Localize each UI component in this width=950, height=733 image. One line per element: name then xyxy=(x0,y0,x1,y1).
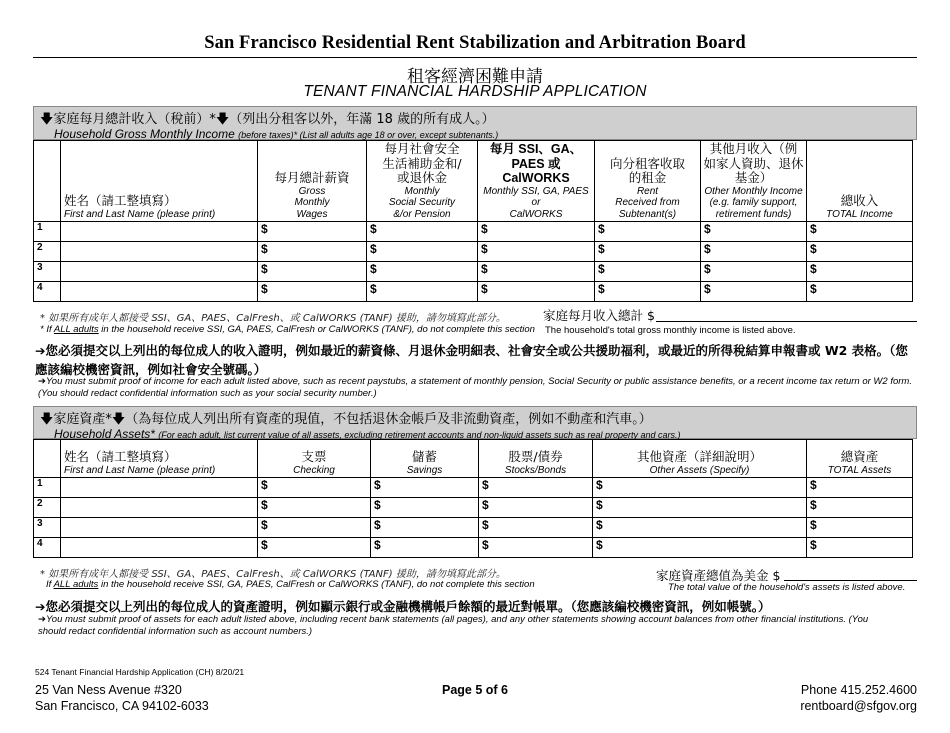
dollar-sign: $ xyxy=(374,518,381,532)
col-wages-header: 每月總計薪資 Gross Monthly Wages xyxy=(258,141,367,222)
dollar-sign: $ xyxy=(370,262,377,276)
table-row xyxy=(34,498,913,518)
income-total-label: 家庭每月收入總計 $ xyxy=(543,308,655,323)
dollar-sign: $ xyxy=(810,282,817,296)
table-row xyxy=(34,518,913,538)
amount-field[interactable] xyxy=(595,282,701,302)
table-row xyxy=(34,242,913,262)
dollar-sign: $ xyxy=(704,222,711,236)
address-line-1: 25 Van Ness Avenue #320 xyxy=(35,683,182,697)
row-number: 1 xyxy=(34,478,61,498)
amount-field[interactable] xyxy=(595,222,701,242)
amount-field[interactable] xyxy=(595,262,701,282)
income-exemption-note-en: * If ALL adults in the household receive SSI, GA, PAES, CalFresh or CalWORKS (TANF), do not complete this section xyxy=(40,324,535,335)
amount-field[interactable] xyxy=(478,282,595,302)
assets-table xyxy=(33,439,913,558)
dollar-sign: $ xyxy=(261,222,268,236)
dollar-sign: $ xyxy=(482,498,489,512)
assets-header-zh-note: （為每位成人列出所有資產的現值，不包括退休金帳戶及非流動資產，例如不動產和汽車。） xyxy=(125,412,652,427)
down-arrow-icon: 🡇 xyxy=(40,412,54,427)
name-field[interactable] xyxy=(61,478,258,498)
assets-section-header xyxy=(33,406,917,439)
income-total-field[interactable] xyxy=(656,321,917,322)
dollar-sign: $ xyxy=(261,242,268,256)
table-row xyxy=(34,222,913,242)
dollar-sign: $ xyxy=(810,518,817,532)
amount-field[interactable] xyxy=(593,478,807,498)
phone: Phone 415.252.4600 xyxy=(800,683,917,697)
dollar-sign: $ xyxy=(596,538,603,552)
dollar-sign: $ xyxy=(481,242,488,256)
amount-field[interactable] xyxy=(807,222,913,242)
col-savings-header: 儲蓄 Savings xyxy=(371,440,479,478)
row-number: 1 xyxy=(34,222,61,242)
amount-field[interactable] xyxy=(593,518,807,538)
col-checking-header: 支票 Checking xyxy=(258,440,371,478)
name-field[interactable] xyxy=(61,538,258,558)
row-number: 2 xyxy=(34,242,61,262)
amount-field[interactable] xyxy=(258,518,371,538)
dollar-sign: $ xyxy=(704,262,711,276)
name-field[interactable] xyxy=(61,282,258,302)
dollar-sign: $ xyxy=(482,518,489,532)
amount-field[interactable] xyxy=(807,242,913,262)
col-total-assets-header: 總資產 TOTAL Assets xyxy=(807,440,913,478)
row-number: 4 xyxy=(34,282,61,302)
amount-field[interactable] xyxy=(478,222,595,242)
dollar-sign: $ xyxy=(598,222,605,236)
dollar-sign: $ xyxy=(370,242,377,256)
amount-field[interactable] xyxy=(258,222,367,242)
dollar-sign: $ xyxy=(374,538,381,552)
amount-field[interactable] xyxy=(807,538,913,558)
dollar-sign: $ xyxy=(482,538,489,552)
col-total-income-header: 總收入 TOTAL Income xyxy=(807,141,913,222)
dollar-sign: $ xyxy=(374,478,381,492)
dollar-sign: $ xyxy=(810,242,817,256)
table-row xyxy=(34,478,913,498)
header-divider xyxy=(33,57,917,58)
dollar-sign: $ xyxy=(261,282,268,296)
dollar-sign: $ xyxy=(598,282,605,296)
col-other-assets-header: 其他資產（詳細說明） Other Assets (Specify) xyxy=(593,440,807,478)
dollar-sign: $ xyxy=(810,222,817,236)
dollar-sign: $ xyxy=(261,538,268,552)
assets-total-label: 家庭資產總值為美金 $ xyxy=(656,568,781,583)
amount-field[interactable] xyxy=(258,282,367,302)
amount-field[interactable] xyxy=(367,222,478,242)
income-header-row xyxy=(34,141,913,222)
amount-field[interactable] xyxy=(367,282,478,302)
amount-field[interactable] xyxy=(367,242,478,262)
col-social-security-header: 每月社會安全 生活補助金和/ 或退休金 Monthly Social Security &/or Pension xyxy=(367,141,478,222)
income-table xyxy=(33,140,913,302)
amount-field[interactable] xyxy=(371,478,479,498)
amount-field[interactable] xyxy=(367,262,478,282)
amount-field[interactable] xyxy=(701,242,807,262)
assets-total-field[interactable] xyxy=(784,580,917,581)
income-exemption-note-zh: * 如果所有成年人都接受 SSI、GA、PAES、CalFresh、或 CalWORKS (TANF) 援助，請勿填寫此部分。 xyxy=(40,313,506,324)
amount-field[interactable] xyxy=(807,518,913,538)
assets-proof-zh: ➔您必須提交以上列出的每位成人的資產證明，例如顯示銀行或金融機構帳戶餘額的最近對帳單。（您應該編校機密資訊，例如帳號。） xyxy=(35,599,771,614)
income-header-zh: 家庭每月總計收入（稅前）* xyxy=(53,112,216,127)
dollar-sign: $ xyxy=(261,262,268,276)
amount-field[interactable] xyxy=(701,262,807,282)
amount-field[interactable] xyxy=(807,282,913,302)
amount-field[interactable] xyxy=(479,518,593,538)
amount-field[interactable] xyxy=(478,262,595,282)
dollar-sign: $ xyxy=(482,478,489,492)
name-field[interactable] xyxy=(61,262,258,282)
amount-field[interactable] xyxy=(371,538,479,558)
dollar-sign: $ xyxy=(810,538,817,552)
amount-field[interactable] xyxy=(258,538,371,558)
amount-field[interactable] xyxy=(593,538,807,558)
row-number-header xyxy=(34,141,61,222)
dollar-sign: $ xyxy=(481,222,488,236)
dollar-sign: $ xyxy=(261,518,268,532)
col-stocks-header: 股票/債券 Stocks/Bonds xyxy=(479,440,593,478)
dollar-sign: $ xyxy=(370,282,377,296)
dollar-sign: $ xyxy=(596,478,603,492)
assets-header-zh: 家庭資產* xyxy=(53,412,112,427)
dollar-sign: $ xyxy=(598,242,605,256)
dollar-sign: $ xyxy=(810,498,817,512)
income-header-en: Household Gross Monthly Income xyxy=(54,127,235,141)
dollar-sign: $ xyxy=(596,498,603,512)
amount-field[interactable] xyxy=(701,282,807,302)
income-proof-zh: ➔您必須提交以上列出的每位成人的收入證明，例如最近的薪資條、月退休金明細表、社會安全或公共援助福利，或最近的所得稅結算申報書或 W2 表格。（您應該編校機密資訊，例如社會安全號碼。） xyxy=(35,343,908,378)
dollar-sign: $ xyxy=(596,518,603,532)
income-proof-en: ➔You must submit proof of income for each adult listed above, such as recent paystubs, a statement of monthly pension, Social Security or public assistance benefits, or a recent income tax return or W2 form. (You should redact confidential information such as your social security number.) xyxy=(38,376,912,400)
assets-proof-en: ➔You must submit proof of assets for each adult listed above, including recent bank statements (all pages), and any other statements showing account balances from other financial institutions. (You should redact confidential information such as account numbers.) xyxy=(38,614,869,638)
email: rentboard@sfgov.org xyxy=(800,699,917,713)
assets-exemption-note-en: If ALL adults in the household receive SSI, GA, PAES, CalFresh or CalWORKS (TANF), do not complete this section xyxy=(46,579,535,590)
amount-field[interactable] xyxy=(807,498,913,518)
table-row xyxy=(34,262,913,282)
amount-field[interactable] xyxy=(258,242,367,262)
income-section-header xyxy=(33,106,917,140)
dollar-sign: $ xyxy=(261,498,268,512)
amount-field[interactable] xyxy=(595,242,701,262)
form-title-en: TENANT FINANCIAL HARDSHIP APPLICATION xyxy=(303,83,647,100)
dollar-sign: $ xyxy=(481,282,488,296)
name-field[interactable] xyxy=(61,498,258,518)
amount-field[interactable] xyxy=(479,498,593,518)
address-line-2: San Francisco, CA 94102-6033 xyxy=(35,699,209,713)
income-header-zh-note: （列出分租客以外，年滿 18 歲的所有成人。） xyxy=(229,112,495,127)
amount-field[interactable] xyxy=(258,478,371,498)
col-name-header: 姓名（請工整填寫） First and Last Name (please print) xyxy=(61,141,258,222)
dollar-sign: $ xyxy=(704,242,711,256)
amount-field[interactable] xyxy=(258,498,371,518)
dollar-sign: $ xyxy=(810,478,817,492)
board-title: San Francisco Residential Rent Stabilization and Arbitration Board xyxy=(204,33,746,53)
income-total-caption: The household's total gross monthly income is listed above. xyxy=(545,325,796,336)
amount-field[interactable] xyxy=(478,242,595,262)
assets-header-en-note: (For each adult, list current value of all assets, excluding retirement accounts and non-liquid assets such as real property and cars.) xyxy=(158,430,681,440)
down-arrow-icon: 🡇 xyxy=(111,412,126,427)
amount-field[interactable] xyxy=(371,498,479,518)
amount-field[interactable] xyxy=(479,538,593,558)
col-ssi-header: 每月 SSI、GA、 PAES 或 CalWORKS Monthly SSI, GA, PAES or CalWORKS xyxy=(478,141,595,222)
amount-field[interactable] xyxy=(807,478,913,498)
row-number: 2 xyxy=(34,498,61,518)
dollar-sign: $ xyxy=(598,262,605,276)
dollar-sign: $ xyxy=(704,282,711,296)
amount-field[interactable] xyxy=(258,262,367,282)
dollar-sign: $ xyxy=(370,222,377,236)
table-row xyxy=(34,538,913,558)
assets-header-en: Household Assets* xyxy=(54,427,155,441)
down-arrow-icon: 🡇 xyxy=(40,112,54,127)
name-field[interactable] xyxy=(61,518,258,538)
row-number: 3 xyxy=(34,262,61,282)
dollar-sign: $ xyxy=(810,262,817,276)
col-name-header: 姓名（請工整填寫） First and Last Name (please print) xyxy=(61,440,258,478)
amount-field[interactable] xyxy=(701,222,807,242)
income-header-en-note: (before taxes)* (List all adults age 18 or over, except subtenants.) xyxy=(238,130,499,140)
amount-field[interactable] xyxy=(593,498,807,518)
amount-field[interactable] xyxy=(479,478,593,498)
name-field[interactable] xyxy=(61,222,258,242)
col-subtenant-rent-header: 向分租客收取 的租金 Rent Received from Subtenant(s) xyxy=(595,141,701,222)
assets-header-row xyxy=(34,440,913,478)
col-other-income-header: 其他月收入（例 如家人資助、退休 基金） Other Monthly Income (e.g. family support, retirement funds) xyxy=(701,141,807,222)
row-number: 4 xyxy=(34,538,61,558)
amount-field[interactable] xyxy=(807,262,913,282)
row-number: 3 xyxy=(34,518,61,538)
dollar-sign: $ xyxy=(481,262,488,276)
form-id: 524 Tenant Financial Hardship Application (CH) 8/20/21 xyxy=(35,667,245,677)
table-row xyxy=(34,282,913,302)
dollar-sign: $ xyxy=(261,478,268,492)
amount-field[interactable] xyxy=(371,518,479,538)
row-number-header xyxy=(34,440,61,478)
form-title-zh: 租客經濟困難申請 xyxy=(407,67,543,87)
dollar-sign: $ xyxy=(374,498,381,512)
down-arrow-icon: 🡇 xyxy=(215,112,230,127)
page-number: Page 5 of 6 xyxy=(442,683,508,697)
assets-total-caption: The total value of the household's assets is listed above. xyxy=(668,582,906,593)
name-field[interactable] xyxy=(61,242,258,262)
assets-exemption-note-zh: * 如果所有成年人都接受 SSI、GA、PAES、CalFresh、或 CalWORKS (TANF) 援助，請勿填寫此部分。 xyxy=(40,569,506,580)
